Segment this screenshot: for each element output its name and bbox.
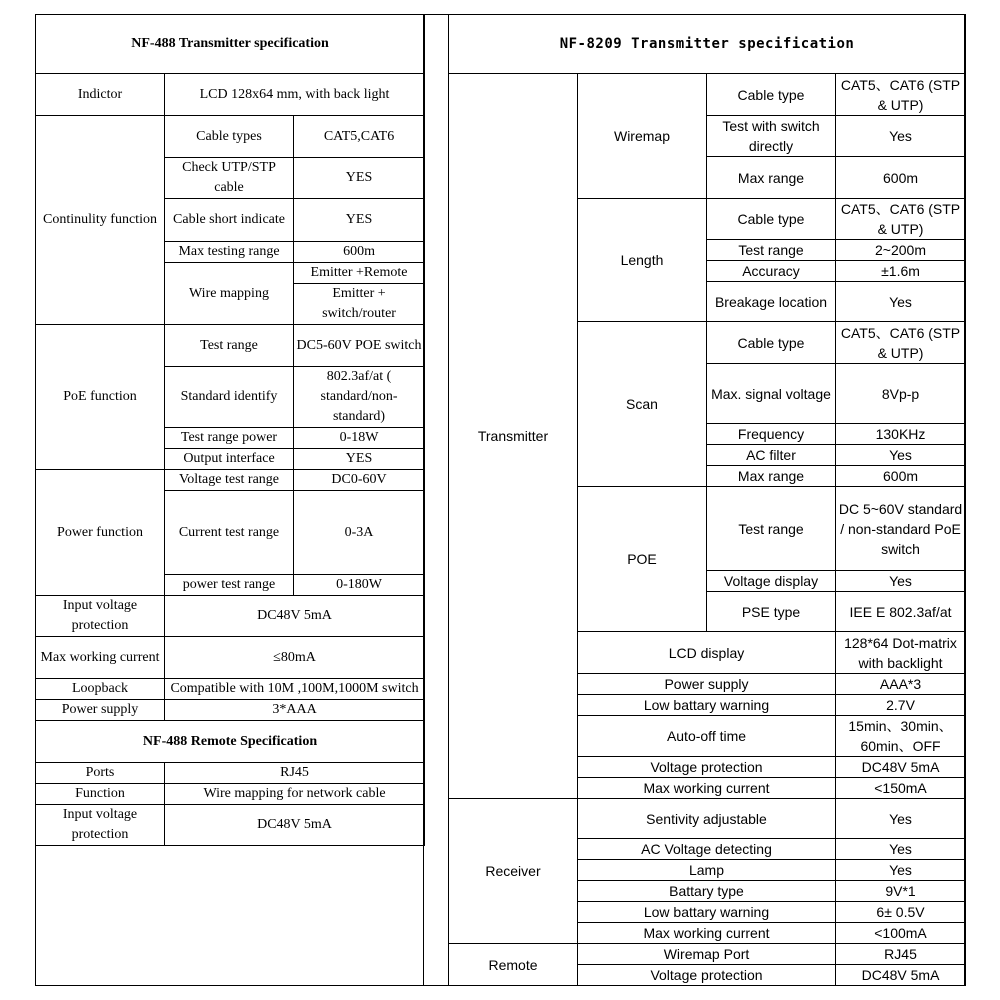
section-label: Receiver — [449, 799, 578, 944]
spec-key: Max. signal voltage — [707, 364, 836, 424]
spec-value: <150mA — [836, 778, 966, 799]
spec-value: DC0-60V — [294, 470, 425, 491]
spec-key: AC Voltage detecting — [578, 839, 836, 860]
spec-key: Max range — [707, 466, 836, 487]
spec-key: Low battary warning — [578, 902, 836, 923]
spec-value: <100mA — [836, 923, 966, 944]
group-label: Wiremap — [578, 74, 707, 199]
spec-key: Test range — [165, 325, 294, 367]
row-label: Input voltage protection — [36, 596, 165, 637]
spec-value: 128*64 Dot-matrix with backlight — [836, 632, 966, 674]
spec-value: DC48V 5mA — [836, 757, 966, 778]
nf488-spec-table — [35, 14, 425, 846]
spec-key: Check UTP/STP cable — [165, 158, 294, 199]
spec-value: 600m — [294, 242, 425, 263]
spec-key: Wire mapping — [165, 263, 294, 325]
spec-key: Sentivity adjustable — [578, 799, 836, 839]
spec-key: Auto-off time — [578, 716, 836, 757]
spec-key: Cable short indicate — [165, 199, 294, 242]
spec-value: 600m — [836, 466, 966, 487]
spec-key: power test range — [165, 575, 294, 596]
spec-value: RJ45 — [836, 944, 966, 965]
row-label: Power supply — [36, 700, 165, 721]
spec-value: Emitter + switch/router — [294, 284, 425, 325]
spec-value: 15min、30min、60min、OFF — [836, 716, 966, 757]
spec-value: YES — [294, 158, 425, 199]
row-value: RJ45 — [165, 763, 425, 784]
row-value: DC48V 5mA — [165, 596, 425, 637]
spec-key: Cable type — [707, 199, 836, 240]
spec-value: Yes — [836, 860, 966, 881]
spec-value: 0-180W — [294, 575, 425, 596]
spec-key: Voltage protection — [578, 757, 836, 778]
spec-key: Breakage location — [707, 282, 836, 322]
spec-key: Output interface — [165, 449, 294, 470]
spec-value: 0-3A — [294, 491, 425, 575]
spec-key: Voltage test range — [165, 470, 294, 491]
section-label: Power function — [36, 470, 165, 596]
spec-value: DC48V 5mA — [836, 965, 966, 986]
row-label: Input voltage protection — [36, 805, 165, 846]
spec-value: 600m — [836, 157, 966, 199]
row-value: Compatible with 10M ,100M,1000M switch — [165, 679, 425, 700]
spec-key: Lamp — [578, 860, 836, 881]
spec-value: YES — [294, 449, 425, 470]
section-label: Transmitter — [449, 74, 578, 799]
row-value: LCD 128x64 mm, with back light — [165, 74, 425, 116]
group-label: Length — [578, 199, 707, 322]
spec-key: Test range power — [165, 428, 294, 449]
spec-value: 2.7V — [836, 695, 966, 716]
spec-value: Yes — [836, 799, 966, 839]
spec-value: YES — [294, 199, 425, 242]
section-label: Remote — [449, 944, 578, 986]
spec-key: Test range — [707, 240, 836, 261]
row-label: Loopback — [36, 679, 165, 700]
spec-key: Voltage protection — [578, 965, 836, 986]
spec-key: Cable type — [707, 322, 836, 364]
spec-value: 802.3af/at ( standard/non-standard) — [294, 367, 425, 428]
spec-value: 0-18W — [294, 428, 425, 449]
spec-value: 2~200m — [836, 240, 966, 261]
spec-value: AAA*3 — [836, 674, 966, 695]
nf8209-title: NF-8209 Transmitter specification — [449, 15, 966, 74]
spec-key: Max testing range — [165, 242, 294, 263]
row-label: Max working current — [36, 637, 165, 679]
spec-key: Cable type — [707, 74, 836, 116]
row-value: Wire mapping for network cable — [165, 784, 425, 805]
spec-value: CAT5、CAT6 (STP & UTP) — [836, 199, 966, 240]
spec-key: Test with switch directly — [707, 116, 836, 157]
row-value: 3*AAA — [165, 700, 425, 721]
spec-value: CAT5、CAT6 (STP & UTP) — [836, 322, 966, 364]
row-value: ≤80mA — [165, 637, 425, 679]
row-label: Indictor — [36, 74, 165, 116]
nf488-title: NF-488 Transmitter specification — [36, 15, 425, 74]
spec-value: Yes — [836, 116, 966, 157]
spec-key: Max working current — [578, 778, 836, 799]
spec-key: Wiremap Port — [578, 944, 836, 965]
spec-key: LCD display — [578, 632, 836, 674]
spec-value: CAT5、CAT6 (STP & UTP) — [836, 74, 966, 116]
spec-key: Test range — [707, 487, 836, 571]
spec-key: Battary type — [578, 881, 836, 902]
spec-value: 130KHz — [836, 424, 966, 445]
row-label: Ports — [36, 763, 165, 784]
spec-value: Yes — [836, 445, 966, 466]
spec-value: IEE E 802.3af/at — [836, 592, 966, 632]
group-label: Scan — [578, 322, 707, 487]
spec-key: Frequency — [707, 424, 836, 445]
nf8209-spec-table — [448, 14, 966, 986]
spec-key: Accuracy — [707, 261, 836, 282]
spec-key: Standard identify — [165, 367, 294, 428]
section-label: PoE function — [36, 325, 165, 470]
spec-value: ±1.6m — [836, 261, 966, 282]
spec-value: DC 5~60V standard / non-standard PoE switch — [836, 487, 966, 571]
nf488-remote-title: NF-488 Remote Specification — [36, 721, 425, 763]
spec-value: CAT5,CAT6 — [294, 116, 425, 158]
spec-value: 6± 0.5V — [836, 902, 966, 923]
spec-key: Cable types — [165, 116, 294, 158]
row-value: DC48V 5mA — [165, 805, 425, 846]
table-gap — [424, 14, 448, 986]
spec-value: DC5-60V POE switch — [294, 325, 425, 367]
spec-value: Yes — [836, 571, 966, 592]
spec-key: PSE type — [707, 592, 836, 632]
spec-value: Yes — [836, 839, 966, 860]
spec-key: AC filter — [707, 445, 836, 466]
spec-key: Power supply — [578, 674, 836, 695]
section-label: Continulity function — [36, 116, 165, 325]
row-label: Function — [36, 784, 165, 805]
spec-key: Current test range — [165, 491, 294, 575]
spec-value: Emitter +Remote — [294, 263, 425, 284]
spec-key: Voltage display — [707, 571, 836, 592]
spec-value: 8Vp-p — [836, 364, 966, 424]
spec-key: Low battary warning — [578, 695, 836, 716]
spec-key: Max range — [707, 157, 836, 199]
spec-value: Yes — [836, 282, 966, 322]
spec-value: 9V*1 — [836, 881, 966, 902]
group-label: POE — [578, 487, 707, 632]
spec-key: Max working current — [578, 923, 836, 944]
